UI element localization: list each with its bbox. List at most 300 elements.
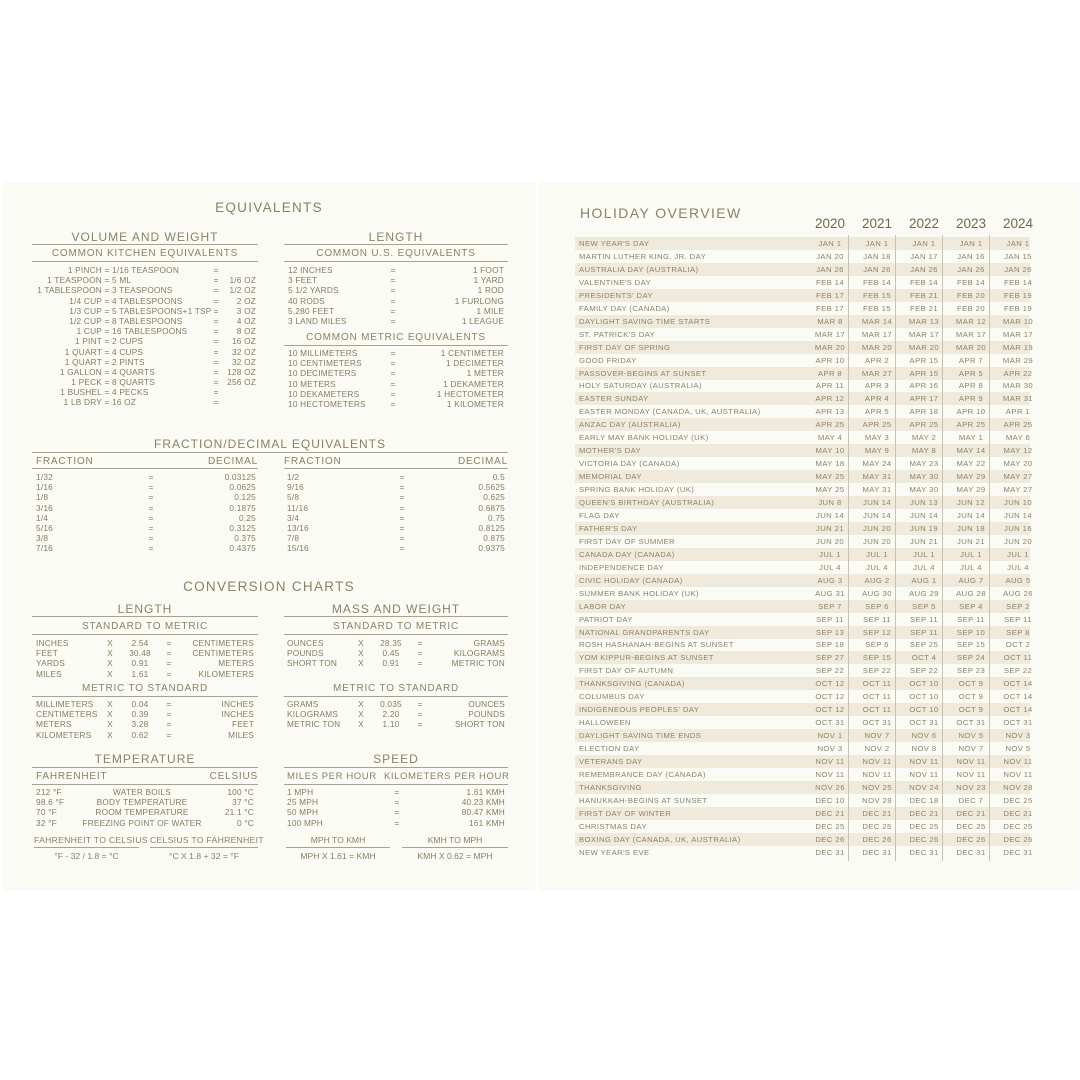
mass-conversion-row [287,719,505,729]
kitchen-row-cell: = [213,295,219,306]
temperature-row-cell: 70 °F [36,807,57,818]
holiday-date: SEP 23 [956,666,986,676]
kitchen-row-cell: = [213,315,219,326]
holiday-date: JUN 14 [815,510,845,520]
holiday-date: APR 15 [909,368,939,378]
holiday-row [575,768,1033,781]
holiday-date: FEB 15 [862,303,892,313]
mass-conversion-row [287,699,505,709]
speed-row [287,797,505,807]
holiday-row [575,354,1034,367]
fraction-row-cell: 9/16 [287,482,304,493]
speed-row-cell: 80.47 KMH [461,807,505,818]
length-conversion-row-cell: X [107,699,113,709]
holiday-date: NOV 11 [909,757,939,766]
kitchen-row-cell: = [104,275,110,286]
holiday-name: MOTHER'S DAY [579,446,642,456]
kitchen-row-cell: 3 OZ [236,305,256,316]
us-length-row [288,285,504,295]
holiday-date: APR 25 [862,420,892,430]
temperature-row [36,797,254,807]
holiday-date: DEC 31 [909,847,939,857]
kitchen-row-cell: = [104,305,110,316]
holiday-date: JAN 1 [865,239,889,248]
us-length-row-cell: 1 MILE [476,305,504,316]
holiday-date: APR 1 [1005,407,1031,417]
holiday-date: MAY 2 [911,433,937,443]
length-conversion-row-cell: = [166,729,172,740]
kitchen-row-cell: = [104,315,110,326]
fraction-header-left: FRACTION [36,456,94,467]
holiday-date: APR 5 [864,407,890,417]
speed-row [287,818,505,828]
holiday-date: NOV 11 [1003,769,1033,779]
holiday-row [575,742,1030,755]
holiday-date: MAY 25 [815,472,845,482]
holiday-date: SEP 4 [959,601,983,611]
holiday-date: JAN 26 [910,264,938,274]
holiday-date: NOV 11 [956,757,986,766]
kitchen-row-cell: 1 TEASPOON [47,275,102,286]
metric-length-row [288,368,504,378]
kitchen-row-cell: = [213,366,219,377]
holiday-row [575,315,1034,328]
kitchen-row [32,397,258,407]
speed-row-cell: 40.23 KMH [461,797,505,808]
length-conversion-row [36,719,254,729]
holiday-date: JAN 16 [957,251,985,261]
holiday-row [575,263,1030,276]
holiday-date: SEP 24 [956,653,986,663]
mass-conversion-row-cell: 1.10 [382,719,400,730]
holiday-name: QUEEN'S BIRTHDAY (AUSTRALIA) [579,498,715,507]
mph-header: MILES PER HOUR [287,771,377,782]
us-length-row-cell: = [390,295,396,306]
fraction-table-left [36,472,256,554]
us-length-row-cell: = [390,285,396,296]
speed-row-cell: 161 KMH [469,817,505,828]
holiday-date: NOV 3 [1005,731,1031,741]
holiday-date: MAR 20 [814,342,846,352]
f-to-c-formula: °F - 32 / 1.8 = °C [54,851,119,861]
holiday-date: JUN 21 [815,523,845,533]
mass-conversion-row-cell: GRAMS [287,699,319,709]
holiday-date: FEB 14 [1003,277,1033,287]
holiday-date: JUL 1 [960,549,982,559]
us-length-row-cell: 1 LEAGUE [461,315,504,326]
holiday-date: SEP 11 [816,614,844,624]
kitchen-row-cell: 1 PECK [71,377,102,388]
divider [32,261,258,262]
holiday-date: SEP 11 [863,614,891,624]
holiday-date: SEP 13 [815,627,845,637]
holiday-date: APR 25 [815,420,845,430]
holiday-overview-title: HOLIDAY OVERVIEW [580,205,742,221]
fraction-row-cell: 3/4 [287,512,300,523]
fraction-row-cell: 3/8 [36,533,49,544]
fraction-row [36,533,256,543]
kitchen-row-cell [222,397,256,407]
holiday-row [575,574,1030,587]
holiday-date: MAR 20 [861,342,893,352]
mass-conversion-row-cell: X [358,699,364,709]
temperature-row [36,818,254,828]
kitchen-row [32,285,258,295]
holiday-date: JUL 1 [866,549,888,559]
holiday-date: MAR 17 [955,329,987,339]
us-length-row-cell: 1 FURLONG [454,295,504,306]
holiday-date: DEC 26 [956,834,986,844]
holiday-row [575,781,1033,794]
holiday-date: APR 12 [815,394,845,404]
holiday-date: JUN 12 [956,498,986,507]
holiday-date: APR 9 [958,394,984,404]
holiday-name: MARTIN LUTHER KING, JR. DAY [579,251,707,261]
holiday-row [575,755,1033,768]
fraction-row [36,482,256,492]
kitchen-row [32,265,258,275]
decimal-header-right: DECIMAL [457,456,508,467]
holiday-name: REMEMBRANCE DAY (CANADA) [579,769,706,779]
fraction-row [36,523,256,533]
holiday-row [575,431,1030,444]
holiday-date: APR 7 [958,355,984,365]
fraction-row-cell: 0.8125 [478,522,505,533]
kitchen-row-cell: 8 TABLESPOONS [112,315,183,326]
kitchen-row-cell: = [213,356,219,367]
holiday-name: FIRST DAY OF AUTUMN [579,666,674,676]
temperature-row-cell: 32 °F [36,817,57,828]
kitchen-row-cell: 1 LB DRY [63,397,102,408]
speed-row-cell: = [394,787,400,797]
holiday-row [575,716,1033,729]
speed-row-cell: 50 MPH [287,807,319,818]
holiday-name: ELECTION DAY [579,744,640,754]
divider [284,261,508,262]
holiday-date: FEB 14 [956,277,986,287]
temperature-row [36,787,254,797]
holiday-date: JAN 26 [863,264,891,274]
divider [284,784,508,785]
length-conversion-row [36,699,254,709]
year-header: 2021 [861,216,893,231]
us-length-row [288,296,504,306]
kitchen-row-cell: 1 CUP [76,326,102,337]
mass-s2m-subtitle: STANDARD TO METRIC [332,621,460,632]
holiday-date: JUL 4 [819,562,841,572]
kitchen-row-cell: = [213,397,219,408]
holiday-name: COLUMBUS DAY [579,692,645,702]
kitchen-row-cell: 16 OZ [112,397,137,408]
holiday-date: NOV 8 [911,744,937,754]
metric-length-row [288,348,504,358]
length-conversion-row-cell: X [107,719,113,730]
holiday-date: MAR 19 [1002,342,1034,352]
holiday-date: MAY 6 [1005,433,1031,443]
holiday-date: MAY 18 [815,459,845,469]
length-conversion-row-cell: INCHES [36,638,69,648]
holiday-date: MAY 24 [862,459,892,469]
fraction-row [36,472,256,482]
fraction-header-right: FRACTION [284,456,342,467]
holiday-date: MAY 23 [909,459,939,469]
holiday-name: NEW YEAR'S DAY [579,239,650,248]
holiday-row [575,276,1033,289]
holiday-date: JUN 16 [1003,523,1033,533]
length-conversion-row-cell: 2.54 [131,638,149,648]
holiday-date: FEB 14 [815,277,845,287]
fraction-row-cell: 1/32 [36,472,53,482]
mass-conversion-row-cell: X [358,719,364,730]
c-to-f-label: CELSIUS TO FAHRENHEIT [150,835,264,845]
holiday-row [575,833,1033,846]
holiday-date: NOV 7 [864,731,890,741]
kitchen-row [32,387,258,397]
holiday-date: NOV 11 [956,769,986,779]
holiday-row [575,613,1030,626]
mass-conversion-row-cell: 28.35 [380,638,402,648]
volume-weight-title: VOLUME AND WEIGHT [71,230,219,244]
length-s2m-subtitle: STANDARD TO METRIC [81,621,209,632]
us-length-row-cell: = [390,265,396,275]
metric-length-row [288,358,504,368]
fraction-row [287,472,505,482]
holiday-date: MAY 1 [958,433,984,443]
metric-length-row-cell: = [390,368,396,379]
fraction-row [287,492,505,502]
kitchen-row-cell: 4 QUARTS [112,366,155,377]
divider [32,616,258,617]
length-conversion-row-cell: INCHES [221,699,254,709]
divider [284,696,508,697]
holiday-date: OCT 12 [815,679,845,689]
fraction-row-cell: 0.9375 [478,543,505,554]
metric-length-row-cell: = [390,388,396,399]
fraction-row-cell: 0.25 [239,512,256,523]
length-conversion-row-cell: YARDS [36,658,65,669]
holiday-row [575,418,1033,431]
divider [402,847,508,848]
fraction-row-cell: 3/16 [36,502,53,513]
holiday-row [575,509,1033,522]
mass-conversion-row-cell: 2.20 [382,709,400,720]
holiday-date: OCT 14 [1003,705,1033,715]
holiday-row [575,444,1033,457]
mass-conversion-row-cell: POUNDS [468,709,505,720]
fraction-row-cell: 1/2 [287,472,300,482]
holiday-date: OCT 14 [1003,679,1033,689]
holiday-date: APR 16 [909,381,939,391]
mass-conversion-row-cell: = [417,658,423,669]
speed-row-cell: = [394,817,400,828]
holiday-row [575,405,1030,418]
holiday-date: FEB 14 [862,277,892,287]
holiday-name: VETERANS DAY [579,757,643,766]
us-length-row-cell: 3 FEET [288,275,318,286]
us-length-row [288,306,504,316]
holiday-name: SUMMER BANK HOLIDAY (UK) [579,588,699,598]
divider [286,847,390,848]
holiday-date: AUG 28 [956,588,986,598]
kitchen-row [32,296,258,306]
holiday-date: OCT 4 [911,653,937,663]
metric-length-row-cell: = [390,348,396,358]
temperature-row-cell: WATER BOILS [113,787,171,797]
decimal-header-left: DECIMAL [207,456,258,467]
length-conversion-row-cell: 3.28 [131,719,149,730]
kitchen-row-cell: 1 PINCH [67,265,102,275]
year-header: 2022 [908,216,940,231]
metric-length-row-cell: 1 CENTIMETER [440,348,504,358]
divider [32,767,258,768]
holiday-date: DEC 31 [956,847,986,857]
us-length-row-cell: 1 ROD [477,285,504,296]
holiday-date: AUG 3 [817,575,843,585]
us-length-row-cell: 5 1/2 YARDS [288,285,339,296]
holiday-date: AUG 29 [909,588,939,598]
holiday-date: OCT 11 [862,692,892,702]
fraction-row-cell: = [399,522,405,533]
holiday-date: JUL 1 [1007,549,1029,559]
holiday-date: SEP 22 [815,666,845,676]
holiday-date: MAY 27 [1003,485,1033,495]
temperature-row-cell: 98.6 °F [36,797,65,808]
kitchen-row-cell: 3 TEASPOONS [112,285,173,296]
mass-weight-title: MASS AND WEIGHT [331,602,461,616]
fraction-table-right [287,472,505,554]
mass-conversion-row-cell: KILOGRAMS [287,709,339,720]
divider [32,696,258,697]
holiday-date: DEC 26 [1003,834,1033,844]
fraction-row-cell: 1/8 [36,492,49,503]
length-conversion-row-cell: X [107,638,113,648]
speed-row-cell: 1.61 KMH [466,787,505,797]
kmh-to-mph-formula: KMH X 0.62 = MPH [417,851,493,861]
length-conversion-row-cell: X [107,658,113,669]
holiday-date: MAR 20 [908,342,940,352]
holiday-date: SEP 11 [910,614,938,624]
holiday-date: JUN 10 [1003,498,1033,507]
holiday-date: NOV 11 [862,757,892,766]
holiday-name: EARLY MAY BANK HOLIDAY (UK) [579,433,709,443]
holiday-date: MAR 27 [861,368,893,378]
holiday-name: PRESIDENTS' DAY [579,290,653,300]
fraction-row-cell: 0.5625 [478,482,505,493]
metric-length-row-cell: = [390,398,396,409]
mass-conversion-row [287,648,505,658]
fraction-decimal-title: FRACTION/DECIMAL EQUIVALENTS [153,437,387,451]
holiday-row [575,470,1033,483]
length-conversion-row-cell: X [107,709,113,720]
kitchen-row-cell [222,387,256,397]
length-conversion-row [36,669,254,679]
kitchen-row-cell: = [104,377,110,388]
fraction-row-cell: = [148,472,154,482]
holiday-row [575,496,1033,509]
holiday-date: SEP 15 [956,640,986,650]
kitchen-row-cell: 2 PINTS [112,356,145,367]
length-conversion-row-cell: KILOMETERS [198,668,254,679]
holiday-date: NOV 11 [909,769,939,779]
holiday-date: APR 17 [909,394,939,404]
holiday-date: OCT 31 [862,718,892,728]
length-equivalents-title: LENGTH [368,230,424,244]
us-equivalents-subtitle: COMMON U.S. EQUIVALENTS [316,248,476,259]
holiday-date: MAR 12 [955,316,987,326]
kitchen-row-cell: = [104,356,110,367]
length-conversion-row-cell: = [166,648,172,659]
holiday-date: DEC 31 [815,847,845,857]
holiday-date: OCT 10 [909,705,939,715]
holiday-date: OCT 11 [862,705,892,715]
fraction-row [287,533,505,543]
temperature-row-cell: FREEZING POINT OF WATER [82,817,202,828]
divider [284,767,508,768]
mass-conversion-row-cell: KILOGRAMS [453,648,505,659]
holiday-date: MAY 22 [956,459,986,469]
length-s2m-table [36,638,254,679]
holiday-date: DEC 7 [958,795,984,805]
holiday-row [575,651,1033,664]
holiday-date: NOV 25 [862,782,892,792]
kitchen-row-cell: 16 TABLESPOONS [112,326,188,337]
holiday-row [575,690,1033,703]
holiday-name: MEMORIAL DAY [579,472,642,482]
divider [32,634,258,635]
holiday-date: OCT 2 [1005,640,1031,650]
fraction-row-cell: 0.75 [488,512,505,523]
length-conversion-row-cell: = [166,668,172,679]
holiday-date: JAN 26 [816,264,844,274]
holiday-name: BOXING DAY (CANADA, UK, AUSTRALIA) [579,834,741,844]
holiday-date: APR 25 [956,420,986,430]
holiday-date: NOV 28 [1003,782,1033,792]
holiday-date: JAN 15 [1004,251,1032,261]
kitchen-row-cell: 1/4 CUP [69,295,102,306]
kitchen-row-cell: 1/6 OZ [229,275,256,286]
length-conversion-row-cell: 0.39 [131,709,149,720]
holiday-row [575,289,1033,302]
metric-length-row [288,379,504,389]
speed-row-cell: 1 MPH [287,787,314,797]
holiday-date: MAY 31 [862,485,892,495]
holiday-date: FEB 15 [862,290,892,300]
holiday-row [575,846,1033,859]
fraction-row-cell: 5/16 [36,522,53,533]
kitchen-row [32,377,258,387]
us-length-row-cell: 12 INCHES [288,265,333,275]
kitchen-row [32,316,258,326]
metric-length-row-cell: 10 DECIMETERS [288,368,357,379]
holiday-date: SEP 25 [909,640,939,650]
holiday-date: MAY 10 [815,446,845,456]
holiday-date: AUG 31 [815,588,845,598]
holiday-name: EASTER SUNDAY [579,394,649,404]
holiday-date: JUN 21 [909,536,939,546]
holiday-date: SEP 11 [957,614,985,624]
divider [284,345,508,346]
kitchen-row-cell: = [104,295,110,306]
us-length-row-cell: 3 LAND MILES [288,315,347,326]
holiday-date: SEP 8 [1006,627,1030,637]
holiday-row [575,483,1033,496]
holiday-name: THANKSGIVING (CANADA) [579,679,685,689]
fraction-row-cell: 0.5 [492,472,505,482]
column-divider [895,235,896,861]
holiday-date: NOV 26 [815,782,845,792]
holiday-date: APR 2 [864,355,890,365]
holiday-date: OCT 12 [815,692,845,702]
